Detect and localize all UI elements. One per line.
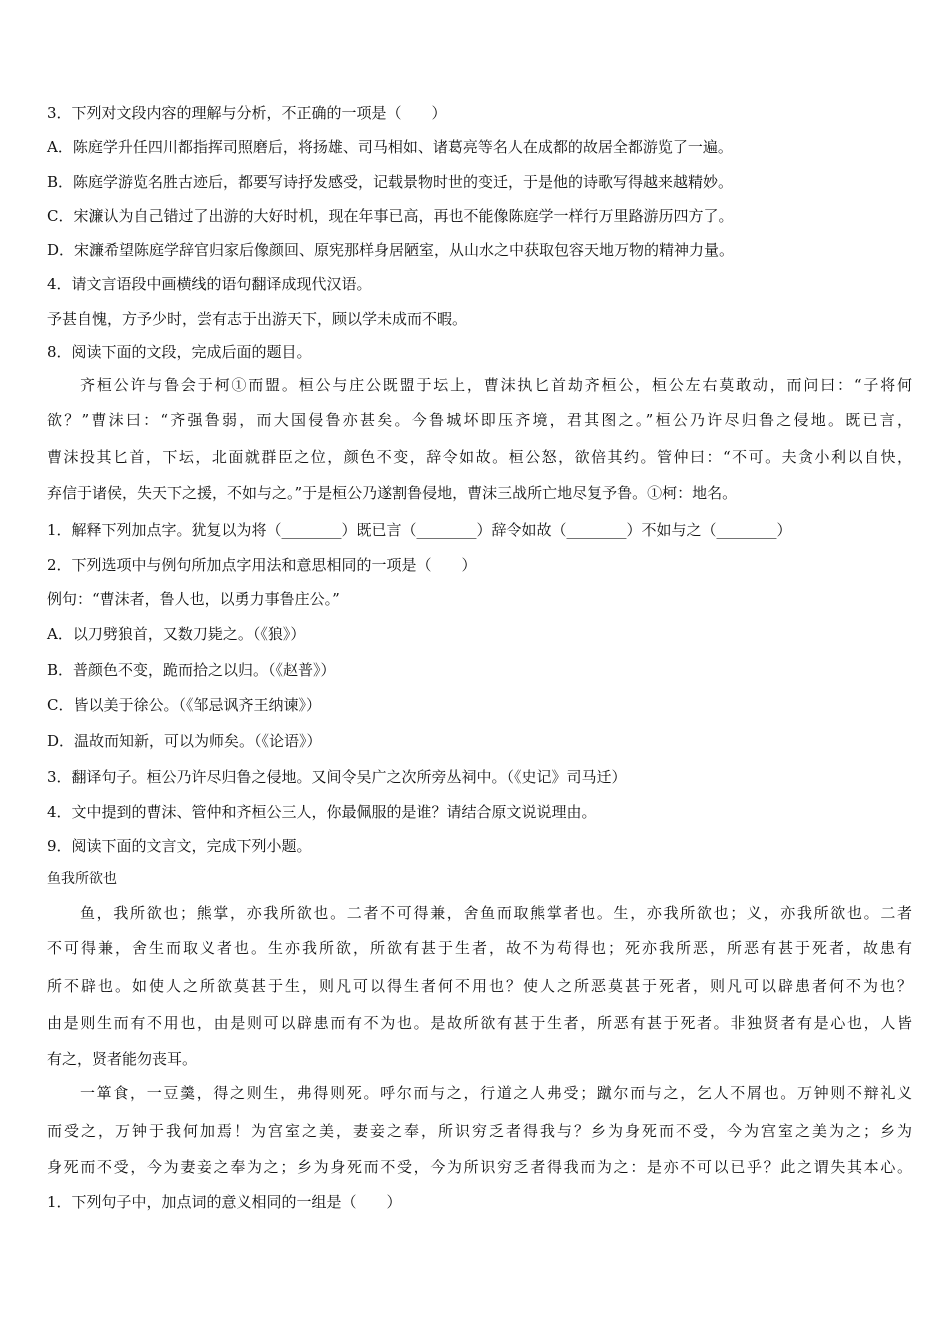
section-8-heading: 8．阅读下面的文段，完成后面的题目。 (47, 343, 312, 361)
passage-line: 由是则生而有不用也，由是则可以辟患而有不为也。是故所欲有甚于生者，所恶有甚于死者。非独贤者有是心也，人皆 (47, 1014, 912, 1032)
question-3: 3．下列对文段内容的理解与分析，不正确的一项是（ ） (47, 104, 447, 122)
text-line: 4．文中提到的曹沫、管仲和齐桓公三人，你最佩服的是谁？请结合原文说说理由。 (47, 803, 597, 821)
text-line: A．以刀劈狼首，又数刀毙之。（《狼》） (47, 625, 306, 643)
text-line: 例句：“曹沫者，鲁人也，以勇力事鲁庄公。” (47, 590, 340, 608)
passage-sentence: 予甚自愧，方予少时，尝有志于出游天下，顾以学未成而不暇。 (47, 310, 468, 328)
passage-line: 不可得兼，舍生而取义者也。生亦我所欲，所欲有甚于生者，故不为苟得也；死亦我所恶，所恶有甚于死者，故患有 (47, 939, 912, 957)
option-c: C．宋濂认为自己错过了出游的大好时机，现在年事已高，再也不能像陈庭学一样行万里路游历四方了。 (47, 207, 734, 225)
text-line: C．皆以美于徐公。（《邹忌讽齐王纳谏》） (47, 696, 321, 714)
passage-line: 鱼，我所欲也；熊掌，亦我所欲也。二者不可得兼，舍鱼而取熊掌者也。生，亦我所欲也；义，亦我所欲也。二者 (80, 904, 912, 922)
text-line: 3．翻译句子。桓公乃许尽归鲁之侵地。又间令吴广之次所旁丛祠中。（《史记》司马迁） (47, 768, 627, 786)
passage-line: 欲？”曹沫曰：“齐强鲁弱，而大国侵鲁亦甚矣。今鲁城坏即压齐境，君其图之。”桓公乃许尽归鲁之侵地。既已言， (47, 411, 912, 429)
text-line: B．普颜色不变，跪而拾之以归。（《赵普》） (47, 661, 336, 679)
passage-line: 所不辟也。如使人之所欲莫甚于生，则凡可以得生者何不用也？使人之所恶莫甚于死者，则凡可以辟患者何不为也？ (47, 977, 912, 995)
passage-line: 曹沫投其匕首，下坛，北面就群臣之位，颜色不变，辞令如故。桓公怒，欲倍其约。管仲曰：“不可。夫贪小利以自快， (47, 448, 912, 466)
question-4: 4．请文言语段中画横线的语句翻译成现代汉语。 (47, 275, 372, 293)
option-a: A．陈庭学升任四川都指挥司照磨后，将扬雄、司马相如、诸葛亮等名人在成都的故居全都游览了一遍。 (47, 138, 733, 156)
text-line: 鱼我所欲也 (47, 871, 117, 887)
text-line: 1．解释下列加点字。犹复以为将（________）既已言（________）辞令如故（________）不如与之（________） (47, 521, 792, 539)
text-line: 弃信于诸侯，失天下之援，不如与之。”于是桓公乃遂割鲁侵地，曹沫三战所亡地尽复予鲁。①柯：地名。 (47, 484, 738, 502)
text-line: 1．下列句子中，加点词的意义相同的一组是（ ） (47, 1193, 402, 1211)
text-line: 2．下列选项中与例句所加点字用法和意思相同的一项是（ ） (47, 556, 477, 574)
option-b: B．陈庭学游览名胜古迹后，都要写诗抒发感受，记载景物时世的变迁，于是他的诗歌写得越来越精妙。 (47, 173, 734, 191)
passage-line: 身死而不受，今为妻妾之奉为之；乡为身死而不受，今为所识穷乏者得我而为之：是亦不可以已乎？此之谓失其本心。 (47, 1158, 912, 1176)
passage-line: 齐桓公许与鲁会于柯①而盟。桓公与庄公既盟于坛上，曹沫执匕首劫齐桓公，桓公左右莫敢动，而问曰：“子将何 (80, 376, 912, 394)
option-d: D．宋濂希望陈庭学辞官归家后像颜回、原宪那样身居陋室，从山水之中获取包容天地万物的精神力量。 (47, 241, 735, 259)
text-line: 9．阅读下面的文言文，完成下列小题。 (47, 837, 312, 855)
text-line: 有之，贤者能勿丧耳。 (47, 1050, 198, 1068)
passage-line: 而受之，万钟于我何加焉！为宫室之美，妻妾之奉，所识穷乏者得我与？乡为身死而不受，今为宫室之美为之；乡为 (47, 1122, 912, 1140)
text-line: D．温故而知新，可以为师矣。（《论语》） (47, 732, 322, 750)
passage-line: 一箪食，一豆羹，得之则生，弗得则死。呼尔而与之，行道之人弗受；蹴尔而与之，乞人不屑也。万钟则不辩礼义 (80, 1084, 912, 1102)
